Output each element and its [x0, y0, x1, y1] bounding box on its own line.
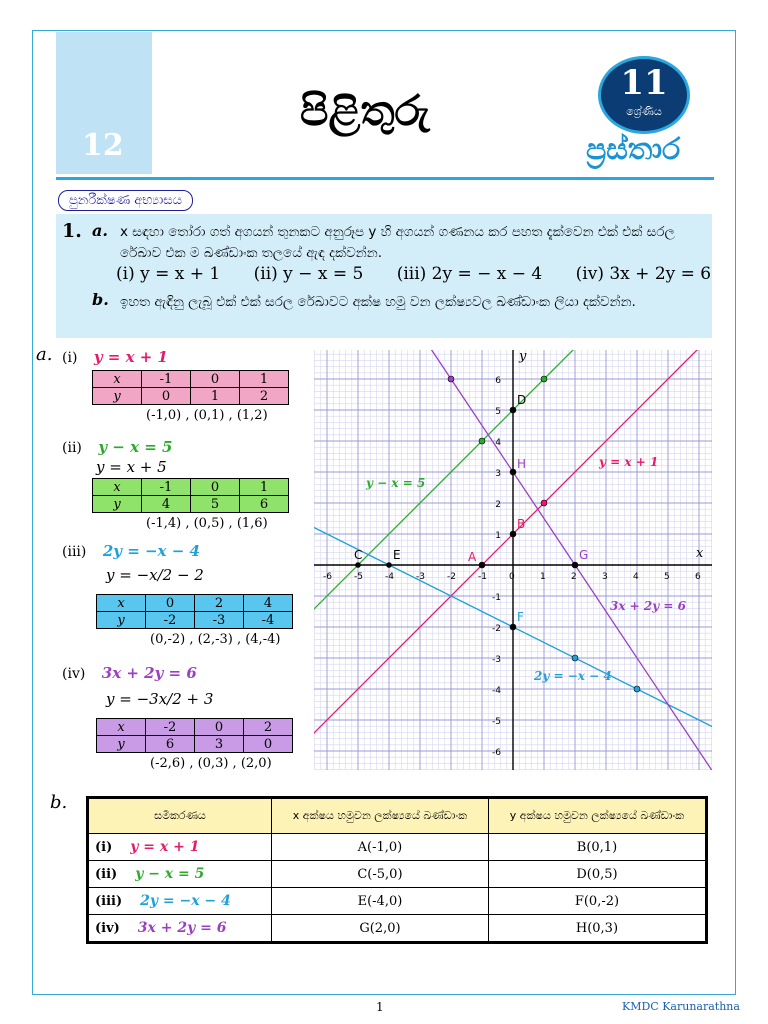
x-tick-label: 4: [633, 572, 639, 582]
rewrite-iii: y = −x/2 − 2: [106, 566, 204, 584]
x-tick-label: -3: [416, 572, 425, 582]
x-tick-label: -6: [323, 572, 332, 582]
table-row: [88, 861, 707, 888]
subpart-ii-heading: [62, 438, 172, 456]
intercept-label: C: [354, 548, 363, 562]
table-cell: 0: [191, 371, 240, 388]
x-tick-label: -1: [478, 572, 487, 582]
question-equation: (iii) 2y = − x − 4: [396, 264, 543, 284]
y-axis-label: y: [519, 350, 527, 364]
line-label: y − x = 5: [366, 476, 426, 490]
y-tick-label: 5: [495, 407, 501, 417]
points-ii: (-1,4) , (0,5) , (1,6): [146, 516, 268, 531]
table-cell: 6: [146, 736, 195, 753]
subpart-equation: y − x = 5: [98, 438, 173, 456]
table-cell: 2: [195, 595, 244, 612]
x-tick-label: -5: [354, 572, 363, 582]
intercept-label: G: [579, 548, 589, 562]
row-equation: 2y = −x − 4: [140, 893, 231, 909]
subpart-roman: (iii): [62, 544, 87, 560]
table-cell: 6: [240, 496, 289, 513]
page-number: 1: [376, 1000, 384, 1014]
table-header-y: y: [97, 612, 146, 629]
table-cell: 0: [191, 479, 240, 496]
points-iv: (-2,6) , (0,3) , (2,0): [150, 756, 272, 771]
intercept-label: E: [393, 548, 401, 562]
table-header: x අක්ෂය හමුවන ලක්ෂ්‍යයේ ඛණ්ඩාංක: [272, 798, 489, 834]
x-tick-label: 2: [571, 572, 577, 582]
intercepts-table: [86, 796, 708, 944]
table-header-x: x: [93, 479, 142, 496]
x-tick-label: 5: [664, 572, 670, 582]
question-part-b-label: b.: [92, 290, 109, 309]
y-intercept: B(0,1): [488, 834, 706, 861]
coordinate-graph: [314, 350, 712, 770]
table-cell: 0: [142, 388, 191, 405]
table-cell: 1: [240, 371, 289, 388]
intercept-point: [355, 562, 361, 568]
x-intercept: G(2,0): [272, 915, 489, 943]
y-intercept: F(0,-2): [488, 888, 706, 915]
subpart-iv-heading: [62, 664, 197, 682]
table-header-y: y: [93, 388, 142, 405]
table-cell: 3: [195, 736, 244, 753]
table-cell: -2: [146, 719, 195, 736]
value-table-ii: [92, 478, 289, 513]
row-roman: (ii): [95, 867, 118, 882]
intercept-point: [510, 531, 516, 537]
data-point: [479, 438, 485, 444]
points-iii: (0,-2) , (2,-3) , (4,-4): [150, 632, 281, 647]
answer-a-label: a.: [36, 344, 53, 365]
intercept-label: F: [517, 610, 524, 624]
x-tick-label: -2: [447, 572, 456, 582]
rewrite-ii: y = x + 5: [96, 458, 167, 476]
value-table-iv: [96, 718, 293, 753]
intercept-label: H: [517, 457, 527, 471]
grade-label: ශ්‍රේණිය: [626, 105, 662, 118]
review-tag: පුනරීක්ෂණ අභ්‍යාසය: [58, 190, 193, 211]
table-cell: 2: [240, 388, 289, 405]
grade-number: 11: [620, 63, 668, 103]
row-roman: (iv): [95, 921, 120, 936]
question-number: 1.: [62, 220, 82, 242]
intercept-point: [386, 562, 392, 568]
x-axis-label: x: [696, 546, 704, 561]
table-cell: 4: [244, 595, 293, 612]
y-tick-label: -3: [492, 655, 501, 665]
table-cell: -3: [195, 612, 244, 629]
value-table-iii: [96, 594, 293, 629]
y-tick-label: -1: [492, 593, 501, 603]
y-tick-label: 1: [495, 531, 501, 541]
topic-title: ප්‍රස්තාර: [586, 132, 681, 167]
table-cell: 2: [244, 719, 293, 736]
subpart-iii-heading: [62, 542, 200, 560]
line-label: 3x + 2y = 6: [610, 599, 686, 613]
row-equation: 3x + 2y = 6: [137, 920, 227, 936]
subpart-i-heading: [62, 348, 168, 366]
x-tick-label: 0: [509, 572, 515, 582]
intercept-label: D: [517, 393, 527, 407]
x-intercept: E(-4,0): [272, 888, 489, 915]
table-cell: -1: [142, 371, 191, 388]
question-equation: (i) y = x + 1: [116, 264, 221, 284]
line-label: y = x + 1: [599, 455, 659, 469]
table-header: සමීකරණය: [88, 798, 272, 834]
y-tick-label: -5: [492, 717, 501, 727]
question-part-b-text: ඉහත ඇඳිනු ලැබූ එක් එක් සරල රේඛාවට අක්ෂ හමු වන ලක්ෂ්‍යවල ඛණ්ඩාංක ලියා දක්වන්න.: [120, 294, 636, 310]
table-cell: -1: [142, 479, 191, 496]
intercept-point: [510, 624, 516, 630]
subpart-roman: (i): [62, 350, 78, 366]
y-intercept: H(0,3): [488, 915, 706, 943]
question-equation: (ii) y − x = 5: [253, 264, 364, 284]
x-tick-label: 1: [540, 572, 546, 582]
subpart-equation: 2y = −x − 4: [102, 542, 200, 560]
x-intercept: A(-1,0): [272, 834, 489, 861]
table-cell: -2: [146, 612, 195, 629]
question-part-a-label: a.: [92, 221, 108, 240]
question-part-a-text: x සඳහා තෝරා ගත් අගයන් තුනකට අනුරූප y හි අගයන් ගණනය කර පහත දැක්වෙන එක් එක් සරල රේඛාව එක ම ඛණ්ඩාංක තලයේ ඇඳ දක්වන්න.: [120, 224, 675, 261]
intercept-point: [572, 562, 578, 568]
data-point: [634, 686, 640, 692]
table-header-y: y: [97, 736, 146, 753]
table-cell: 0: [195, 719, 244, 736]
y-tick-label: 4: [495, 438, 501, 448]
unit-number: 12: [82, 128, 124, 163]
data-point: [448, 376, 454, 382]
footer-author: KMDC Karunarathna: [622, 1000, 740, 1013]
table-cell: 5: [191, 496, 240, 513]
y-intercept: D(0,5): [488, 861, 706, 888]
y-tick-label: -4: [492, 686, 501, 696]
header-divider: [56, 177, 714, 180]
table-cell: 0: [244, 736, 293, 753]
subpart-roman: (ii): [62, 440, 82, 456]
x-intercept: C(-5,0): [272, 861, 489, 888]
table-row: [88, 888, 707, 915]
intercept-point: [510, 469, 516, 475]
points-i: (-1,0) , (0,1) , (1,2): [146, 408, 268, 423]
subpart-roman: (iv): [62, 666, 86, 682]
table-header-x: x: [97, 595, 146, 612]
data-point: [541, 376, 547, 382]
y-tick-label: 3: [495, 469, 501, 479]
grade-badge: [598, 56, 690, 134]
y-tick-label: -6: [492, 748, 501, 758]
table-cell: 4: [142, 496, 191, 513]
answer-b-label: b.: [50, 792, 68, 813]
intercept-point: [479, 562, 485, 568]
y-tick-label: 6: [495, 376, 501, 386]
row-roman: (i): [95, 840, 113, 855]
table-row: [88, 915, 707, 943]
table-cell: 1: [240, 479, 289, 496]
data-point: [572, 655, 578, 661]
table-header-y: y: [93, 496, 142, 513]
value-table-i: [92, 370, 289, 405]
table-cell: -4: [244, 612, 293, 629]
question-equations: [116, 264, 739, 284]
subpart-equation: 3x + 2y = 6: [101, 664, 197, 682]
page-title: පිළිතුරු: [300, 86, 430, 135]
question-equation: (iv) 3x + 2y = 6: [575, 264, 712, 284]
table-cell: 0: [146, 595, 195, 612]
table-header-x: x: [93, 371, 142, 388]
line-label: 2y = −x − 4: [534, 669, 612, 683]
intercept-point: [510, 407, 516, 413]
row-roman: (iii): [95, 894, 123, 909]
data-point: [541, 500, 547, 506]
x-tick-label: 6: [695, 572, 701, 582]
table-header: y අක්ෂය හමුවන ලක්ෂ්‍යයේ ඛණ්ඩාංක: [488, 798, 706, 834]
table-header-x: x: [97, 719, 146, 736]
intercept-label: B: [517, 517, 526, 531]
y-tick-label: 2: [495, 500, 501, 510]
table-row: [88, 834, 707, 861]
x-tick-label: 3: [602, 572, 608, 582]
rewrite-iv: y = −3x/2 + 3: [106, 690, 214, 708]
x-tick-label: -4: [385, 572, 394, 582]
y-tick-label: -2: [492, 624, 501, 634]
table-cell: 1: [191, 388, 240, 405]
row-equation: y = x + 1: [130, 839, 200, 855]
row-equation: y − x = 5: [135, 866, 205, 882]
subpart-equation: y = x + 1: [93, 348, 168, 366]
intercept-label: A: [468, 550, 477, 564]
